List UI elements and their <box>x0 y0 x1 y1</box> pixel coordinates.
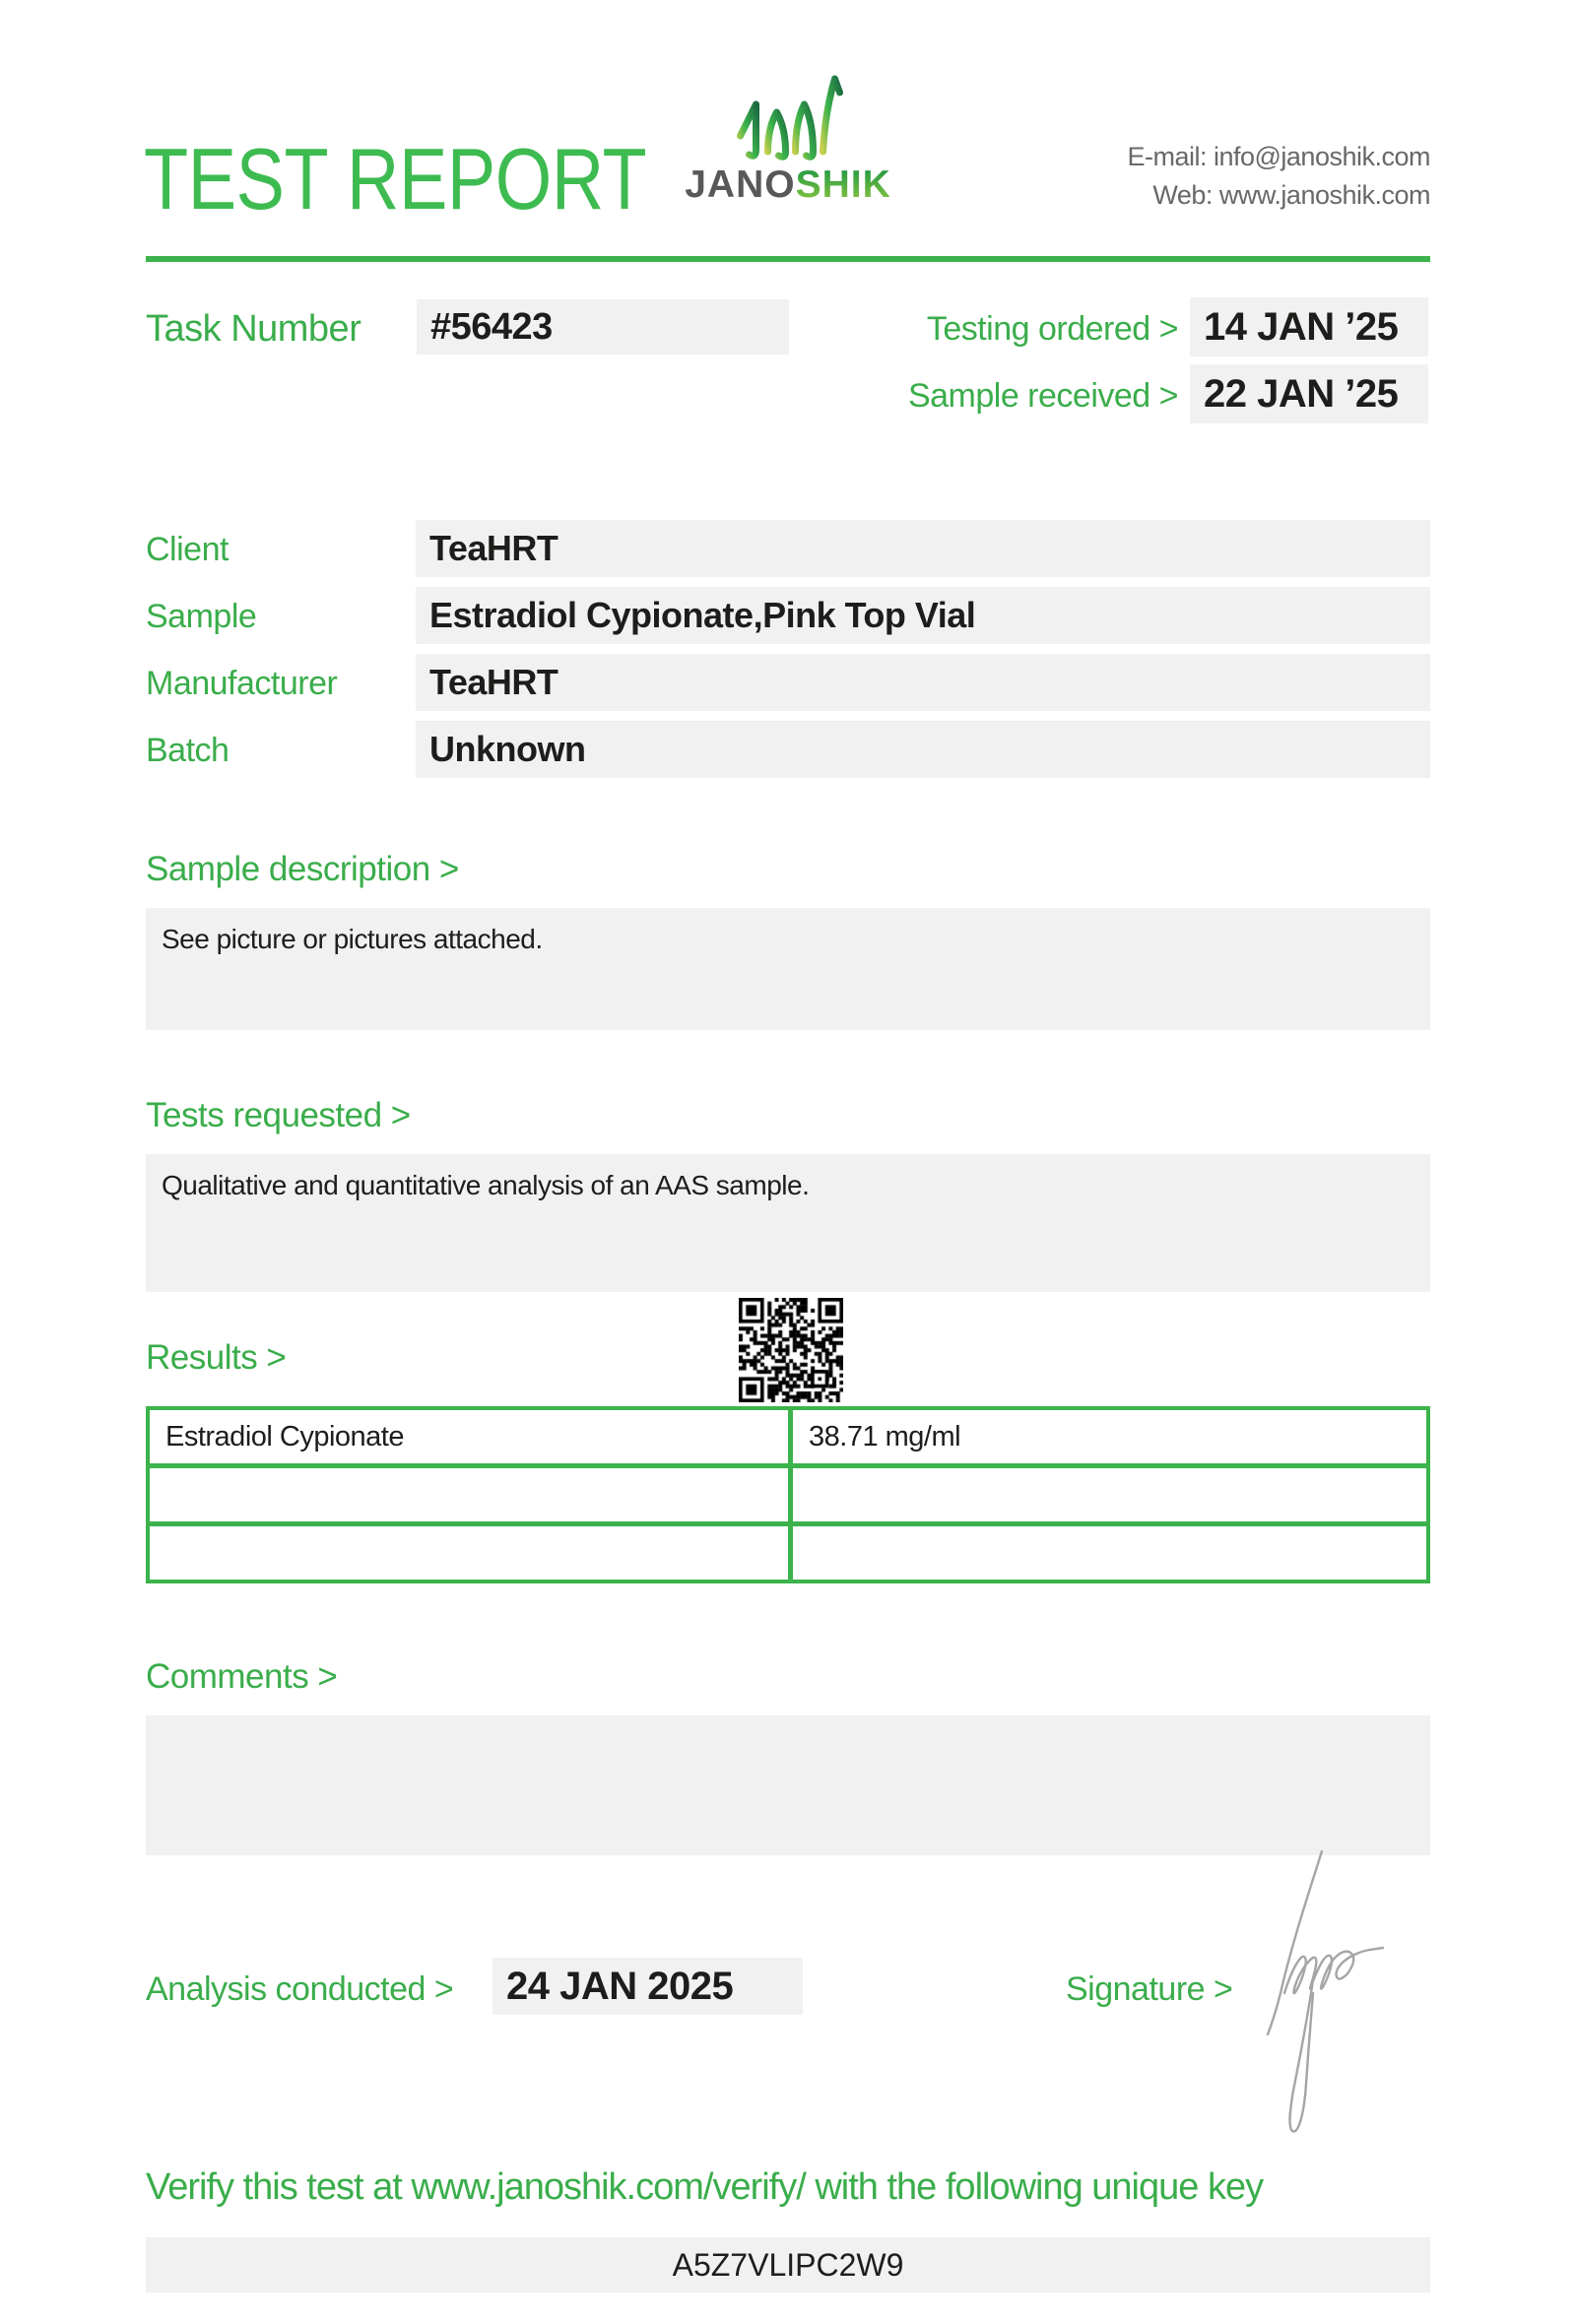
results-cell-empty <box>793 1526 1426 1580</box>
sample-row <box>416 587 1430 644</box>
sample-received-label: Sample received > <box>907 377 1178 415</box>
batch-label: Batch <box>146 732 230 769</box>
logo-wordmark <box>670 163 906 207</box>
sample-description-box <box>146 908 1430 1030</box>
unique-key-box <box>146 2237 1430 2292</box>
sample-received-value: 22 JAN ’25 <box>1204 371 1399 416</box>
page-title: TEST REPORT <box>144 130 647 227</box>
contact-block <box>975 138 1430 215</box>
testing-ordered-label: Testing ordered > <box>926 310 1178 348</box>
signature-image <box>1263 1847 1401 2143</box>
contact-web: Web: www.janoshik.com <box>1152 180 1430 211</box>
janoshik-logo <box>670 73 906 207</box>
task-number-value: #56423 <box>430 305 553 348</box>
sample-value: Estradiol Cypionate,Pink Top Vial <box>429 595 976 635</box>
analysis-conducted-label: Analysis conducted > <box>146 1970 454 2008</box>
task-number-box <box>417 299 789 355</box>
batch-value: Unknown <box>429 729 586 769</box>
manufacturer-row <box>416 654 1430 711</box>
results-heading: Results > <box>146 1338 287 1377</box>
task-number-label: Task Number <box>146 308 361 350</box>
analysis-date-value: 24 JAN 2025 <box>506 1964 734 2008</box>
results-cell-empty <box>793 1468 1426 1521</box>
sample-received-box <box>1190 364 1428 423</box>
results-cell-empty <box>150 1468 788 1521</box>
tests-requested-text: Qualitative and quantitative analysis of an AAS sample. <box>162 1170 810 1200</box>
header-divider <box>146 256 1430 262</box>
manufacturer-label: Manufacturer <box>146 665 338 702</box>
sample-description-text: See picture or pictures attached. <box>162 924 543 954</box>
results-cell-substance: Estradiol Cypionate <box>165 1420 404 1452</box>
logo-text-shik: SHIK <box>795 163 891 206</box>
signature-label: Signature > <box>1066 1970 1233 2008</box>
manufacturer-value: TeaHRT <box>429 662 558 702</box>
results-table <box>146 1406 1430 1583</box>
testing-ordered-box <box>1190 297 1428 356</box>
comments-box <box>146 1715 1430 1855</box>
qr-code <box>739 1298 843 1402</box>
client-label: Client <box>146 531 229 568</box>
results-cell-empty <box>150 1526 788 1580</box>
testing-ordered-value: 14 JAN ’25 <box>1204 304 1399 349</box>
logo-text-jano: JANO <box>685 163 796 206</box>
rising-chart-icon <box>732 73 845 161</box>
comments-heading: Comments > <box>146 1657 338 1696</box>
client-value: TeaHRT <box>429 528 558 568</box>
results-cell-amount: 38.71 mg/ml <box>809 1420 961 1452</box>
contact-email: E-mail: info@janoshik.com <box>1127 142 1430 171</box>
analysis-date-box <box>492 1958 803 2015</box>
sample-label: Sample <box>146 598 257 635</box>
batch-row <box>416 721 1430 778</box>
tests-requested-heading: Tests requested > <box>146 1096 411 1134</box>
sample-description-heading: Sample description > <box>146 850 459 888</box>
tests-requested-box <box>146 1154 1430 1292</box>
verify-text: Verify this test at www.janoshik.com/verify/ with the following unique key <box>146 2166 1264 2208</box>
client-row <box>416 520 1430 577</box>
unique-key-value: A5Z7VLIPC2W9 <box>672 2246 904 2283</box>
